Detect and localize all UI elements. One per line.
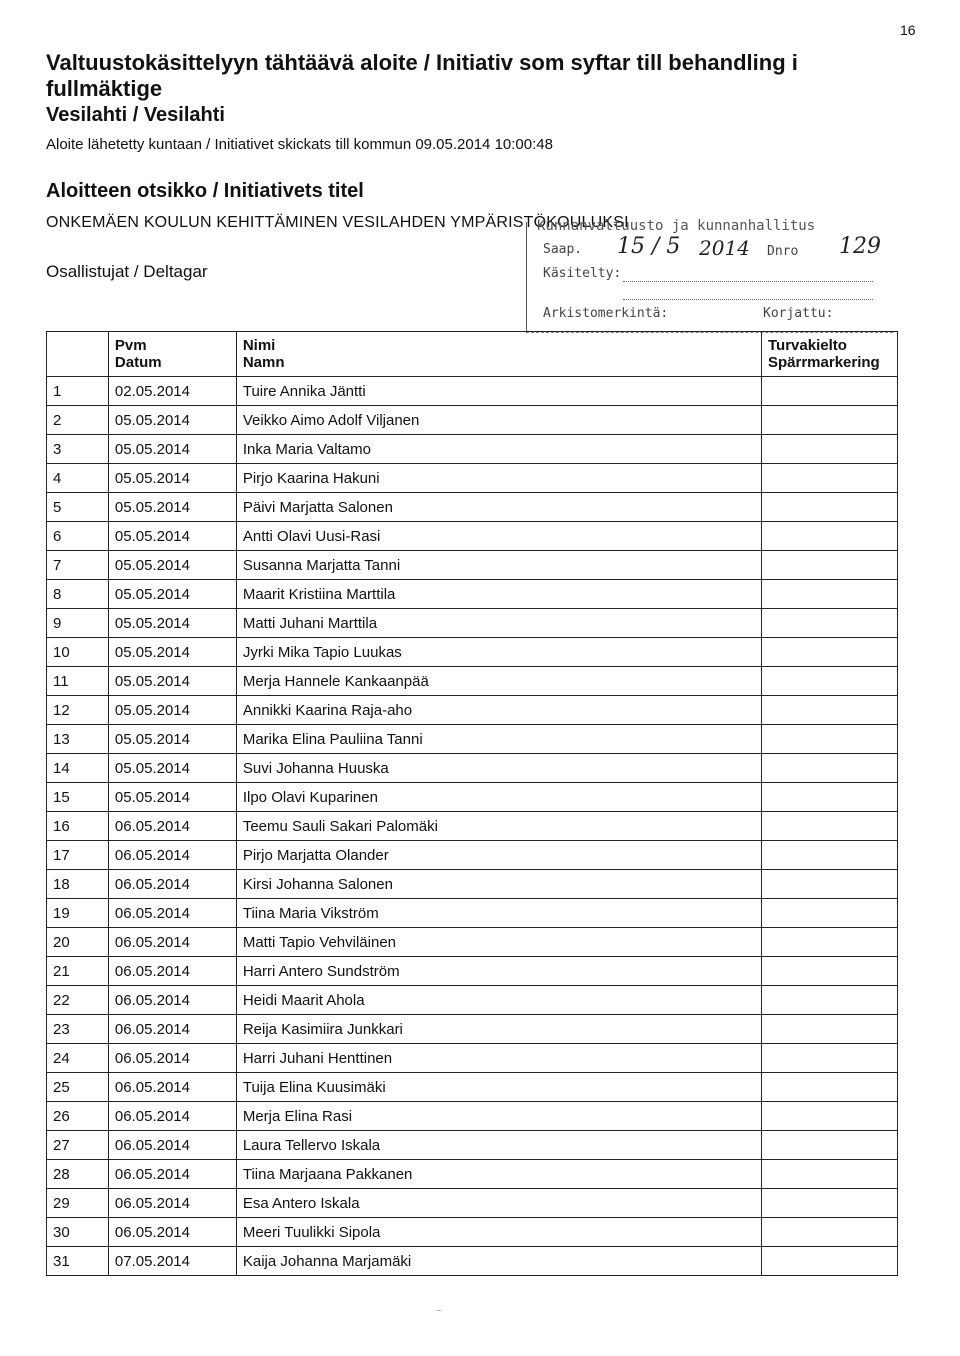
row-name: Antti Olavi Uusi-Rasi xyxy=(236,522,761,551)
row-ban xyxy=(762,1218,898,1247)
row-number: 12 xyxy=(47,696,109,725)
page-title: Valtuustokäsittelyyn tähtäävä aloite / Initiativ som syftar till behandling i fullmäktige xyxy=(46,50,798,101)
table-row xyxy=(47,928,898,957)
table-row xyxy=(47,580,898,609)
row-date: 06.05.2014 xyxy=(108,1218,236,1247)
row-date: 06.05.2014 xyxy=(108,1131,236,1160)
row-number: 6 xyxy=(47,522,109,551)
municipality-name: Vesilahti / Vesilahti xyxy=(46,104,225,126)
row-ban xyxy=(762,580,898,609)
row-date: 06.05.2014 xyxy=(108,1015,236,1044)
row-ban xyxy=(762,957,898,986)
page-number: 16 xyxy=(900,22,916,38)
row-date: 05.05.2014 xyxy=(108,406,236,435)
row-number: 26 xyxy=(47,1102,109,1131)
participants-table-body xyxy=(47,377,898,1276)
row-date: 05.05.2014 xyxy=(108,464,236,493)
row-ban xyxy=(762,783,898,812)
row-name: Tiina Maria Vikström xyxy=(236,899,761,928)
row-name: Meeri Tuulikki Sipola xyxy=(236,1218,761,1247)
row-ban xyxy=(762,377,898,406)
row-number: 20 xyxy=(47,928,109,957)
row-name: Kaija Johanna Marjamäki xyxy=(236,1247,761,1276)
row-name: Teemu Sauli Sakari Palomäki xyxy=(236,812,761,841)
row-ban xyxy=(762,870,898,899)
row-number: 31 xyxy=(47,1247,109,1276)
row-name: Reija Kasimiira Junkkari xyxy=(236,1015,761,1044)
row-number: 1 xyxy=(47,377,109,406)
table-row xyxy=(47,1102,898,1131)
row-name: Ilpo Olavi Kuparinen xyxy=(236,783,761,812)
stamp-kasitelty-label: Käsitelty: xyxy=(543,266,622,281)
row-date: 05.05.2014 xyxy=(108,696,236,725)
row-name: Merja Elina Rasi xyxy=(236,1102,761,1131)
row-ban xyxy=(762,1131,898,1160)
row-name: Harri Antero Sundström xyxy=(236,957,761,986)
row-date: 06.05.2014 xyxy=(108,957,236,986)
row-ban xyxy=(762,638,898,667)
received-stamp xyxy=(526,218,893,333)
row-ban xyxy=(762,696,898,725)
table-row xyxy=(47,1218,898,1247)
row-number: 23 xyxy=(47,1015,109,1044)
row-number: 29 xyxy=(47,1189,109,1218)
row-date: 05.05.2014 xyxy=(108,522,236,551)
row-number: 2 xyxy=(47,406,109,435)
row-date: 05.05.2014 xyxy=(108,493,236,522)
col-date-label-fi: Pvm xyxy=(114,337,147,354)
stamp-header: Kunnanvaltuusto ja kunnanhallitus xyxy=(537,218,816,234)
row-ban xyxy=(762,899,898,928)
row-name: Maarit Kristiina Marttila xyxy=(236,580,761,609)
row-date: 05.05.2014 xyxy=(108,638,236,667)
row-name: Inka Maria Valtamo xyxy=(236,435,761,464)
table-row xyxy=(47,899,898,928)
row-date: 05.05.2014 xyxy=(108,435,236,464)
row-date: 06.05.2014 xyxy=(108,812,236,841)
row-date: 06.05.2014 xyxy=(108,1189,236,1218)
row-ban xyxy=(762,841,898,870)
row-ban xyxy=(762,986,898,1015)
table-row xyxy=(47,667,898,696)
row-date: 06.05.2014 xyxy=(108,899,236,928)
col-ban-label-sv: Spärrmarkering xyxy=(768,354,880,371)
table-row xyxy=(47,406,898,435)
row-name: Matti Tapio Vehviläinen xyxy=(236,928,761,957)
row-name: Marika Elina Pauliina Tanni xyxy=(236,725,761,754)
row-name: Susanna Marjatta Tanni xyxy=(236,551,761,580)
row-number: 11 xyxy=(47,667,109,696)
row-ban xyxy=(762,1160,898,1189)
row-ban xyxy=(762,609,898,638)
row-ban xyxy=(762,1073,898,1102)
table-row xyxy=(47,783,898,812)
table-row xyxy=(47,986,898,1015)
col-name-header xyxy=(236,332,761,377)
table-row xyxy=(47,812,898,841)
row-number: 15 xyxy=(47,783,109,812)
row-number: 16 xyxy=(47,812,109,841)
row-name: Annikki Kaarina Raja-aho xyxy=(236,696,761,725)
stamp-handwritten-date: 15 / 5 xyxy=(617,234,681,259)
row-number: 18 xyxy=(47,870,109,899)
participants-table xyxy=(46,331,898,1276)
row-ban xyxy=(762,551,898,580)
row-name: Pirjo Kaarina Hakuni xyxy=(236,464,761,493)
participants-heading: Osallistujat / Deltagar xyxy=(46,262,208,281)
row-name: Merja Hannele Kankaanpää xyxy=(236,667,761,696)
col-name-label-fi: Nimi xyxy=(242,337,276,354)
table-row xyxy=(47,493,898,522)
row-ban xyxy=(762,1189,898,1218)
table-header-row xyxy=(47,332,898,377)
row-name: Jyrki Mika Tapio Luukas xyxy=(236,638,761,667)
row-date: 06.05.2014 xyxy=(108,986,236,1015)
stamp-saap-label: Saap. xyxy=(543,242,583,257)
row-number: 30 xyxy=(47,1218,109,1247)
row-ban xyxy=(762,1015,898,1044)
row-name: Tiina Marjaana Pakkanen xyxy=(236,1160,761,1189)
row-name: Suvi Johanna Huuska xyxy=(236,754,761,783)
table-row xyxy=(47,638,898,667)
row-number: 27 xyxy=(47,1131,109,1160)
row-number: 28 xyxy=(47,1160,109,1189)
row-name: Heidi Maarit Ahola xyxy=(236,986,761,1015)
row-number: 4 xyxy=(47,464,109,493)
row-number: 22 xyxy=(47,986,109,1015)
row-ban xyxy=(762,493,898,522)
row-date: 06.05.2014 xyxy=(108,1073,236,1102)
row-number: 14 xyxy=(47,754,109,783)
row-date: 05.05.2014 xyxy=(108,667,236,696)
table-row xyxy=(47,551,898,580)
row-ban xyxy=(762,667,898,696)
row-name: Laura Tellervo Iskala xyxy=(236,1131,761,1160)
table-row xyxy=(47,1073,898,1102)
col-name-label-sv: Namn xyxy=(242,354,285,371)
table-row xyxy=(47,435,898,464)
stamp-dotted-line xyxy=(623,298,873,300)
row-date: 05.05.2014 xyxy=(108,725,236,754)
table-row xyxy=(47,522,898,551)
table-row xyxy=(47,696,898,725)
row-ban xyxy=(762,1247,898,1276)
sent-timestamp-line: Aloite lähetetty kuntaan / Initiativet skickats till kommun 09.05.2014 10:00:48 xyxy=(46,136,553,153)
row-date: 06.05.2014 xyxy=(108,841,236,870)
stamp-handwritten-year: 2014 xyxy=(699,236,750,260)
row-name: Esa Antero Iskala xyxy=(236,1189,761,1218)
row-date: 06.05.2014 xyxy=(108,928,236,957)
row-date: 06.05.2014 xyxy=(108,1102,236,1131)
row-date: 06.05.2014 xyxy=(108,1160,236,1189)
row-number: 10 xyxy=(47,638,109,667)
row-date: 05.05.2014 xyxy=(108,551,236,580)
row-name: Pirjo Marjatta Olander xyxy=(236,841,761,870)
table-row xyxy=(47,841,898,870)
initiative-heading: Aloitteen otsikko / Initiativets titel xyxy=(46,180,364,202)
table-row xyxy=(47,725,898,754)
row-ban xyxy=(762,928,898,957)
row-ban xyxy=(762,406,898,435)
row-date: 02.05.2014 xyxy=(108,377,236,406)
scan-mark: ~ xyxy=(436,1306,442,1317)
row-ban xyxy=(762,1102,898,1131)
table-row xyxy=(47,1131,898,1160)
row-number: 3 xyxy=(47,435,109,464)
row-ban xyxy=(762,464,898,493)
col-number-header xyxy=(47,332,109,377)
col-date-header xyxy=(108,332,236,377)
row-number: 7 xyxy=(47,551,109,580)
table-row xyxy=(47,609,898,638)
row-name: Harri Juhani Henttinen xyxy=(236,1044,761,1073)
stamp-handwritten-dnro: 129 xyxy=(839,234,881,259)
row-ban xyxy=(762,754,898,783)
row-number: 24 xyxy=(47,1044,109,1073)
row-number: 13 xyxy=(47,725,109,754)
table-row xyxy=(47,1247,898,1276)
row-number: 19 xyxy=(47,899,109,928)
row-number: 9 xyxy=(47,609,109,638)
row-number: 21 xyxy=(47,957,109,986)
table-row xyxy=(47,957,898,986)
stamp-arkisto-label: Arkistomerkintä: xyxy=(543,306,669,321)
initiative-title: ONKEMÄEN KOULUN KEHITTÄMINEN VESILAHDEN YMPÄRISTÖKOULUKSI xyxy=(46,214,629,231)
table-row xyxy=(47,1189,898,1218)
row-number: 25 xyxy=(47,1073,109,1102)
row-name: Tuire Annika Jäntti xyxy=(236,377,761,406)
table-row xyxy=(47,754,898,783)
col-date-label-sv: Datum xyxy=(114,354,162,371)
table-row xyxy=(47,377,898,406)
row-date: 06.05.2014 xyxy=(108,870,236,899)
row-date: 07.05.2014 xyxy=(108,1247,236,1276)
row-name: Matti Juhani Marttila xyxy=(236,609,761,638)
row-ban xyxy=(762,1044,898,1073)
row-ban xyxy=(762,435,898,464)
table-row xyxy=(47,870,898,899)
row-ban xyxy=(762,522,898,551)
row-name: Veikko Aimo Adolf Viljanen xyxy=(236,406,761,435)
row-name: Tuija Elina Kuusimäki xyxy=(236,1073,761,1102)
col-ban-header xyxy=(762,332,898,377)
row-date: 05.05.2014 xyxy=(108,783,236,812)
row-number: 5 xyxy=(47,493,109,522)
row-number: 8 xyxy=(47,580,109,609)
row-ban xyxy=(762,812,898,841)
table-row xyxy=(47,1015,898,1044)
row-date: 05.05.2014 xyxy=(108,580,236,609)
table-row xyxy=(47,464,898,493)
row-number: 17 xyxy=(47,841,109,870)
table-row xyxy=(47,1044,898,1073)
row-date: 05.05.2014 xyxy=(108,609,236,638)
stamp-dotted-line xyxy=(623,280,873,282)
stamp-dnro-label: Dnro xyxy=(767,244,799,259)
col-ban-label-fi: Turvakielto xyxy=(768,337,847,354)
table-row xyxy=(47,1160,898,1189)
row-name: Kirsi Johanna Salonen xyxy=(236,870,761,899)
row-ban xyxy=(762,725,898,754)
stamp-korjattu-label: Korjattu: xyxy=(763,306,834,321)
row-date: 06.05.2014 xyxy=(108,1044,236,1073)
row-name: Päivi Marjatta Salonen xyxy=(236,493,761,522)
row-date: 05.05.2014 xyxy=(108,754,236,783)
